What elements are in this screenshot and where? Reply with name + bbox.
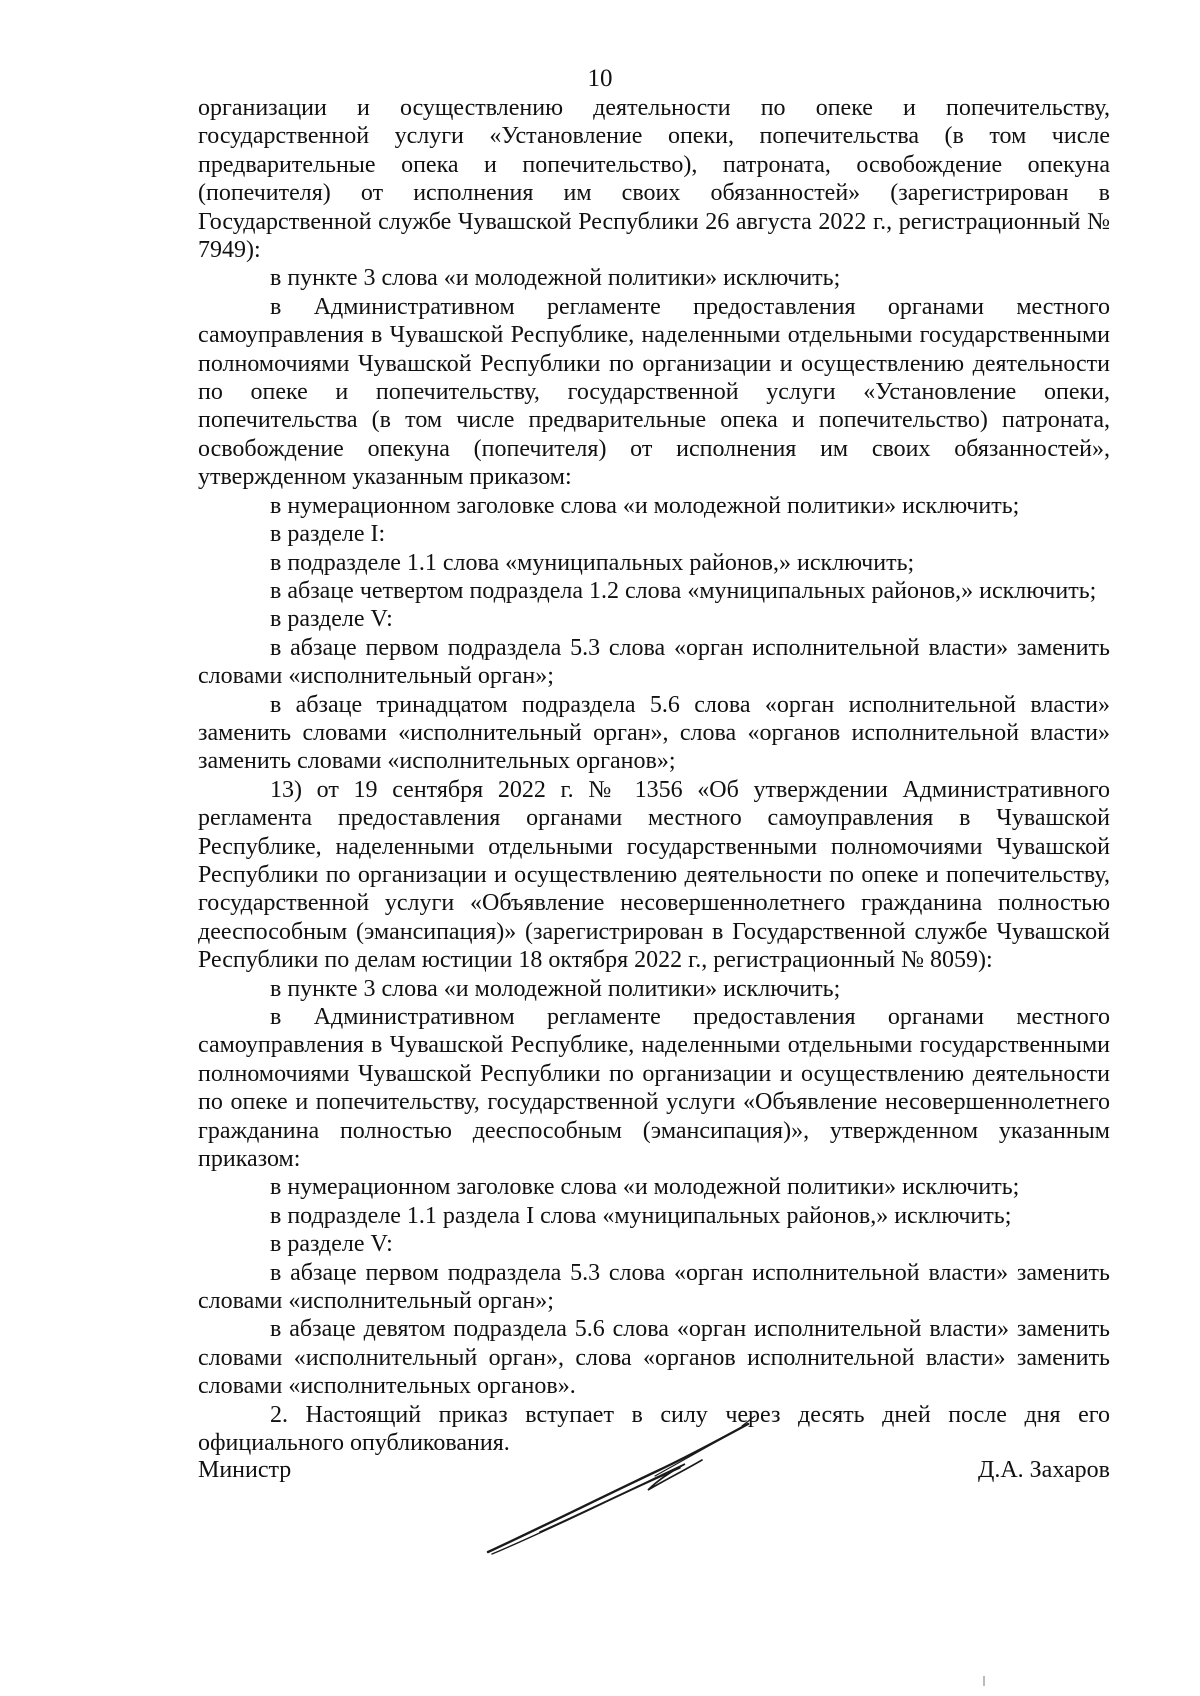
signer-name: Д.А. Захаров <box>977 1457 1110 1483</box>
paragraph: в пункте 3 слова «и молодежной политики» исключить; <box>270 975 841 1002</box>
paragraph: в абзаце тринадцатом подраздела 5.6 слова «орган исполнительной власти» заменить словами «исполнительный орган», слова «органов исполнительной власти» заменить словами «исполнительных органов»; <box>198 691 1110 775</box>
paragraph: в пункте 3 слова «и молодежной политики» исключить; <box>270 265 841 292</box>
paragraph: в нумерационном заголовке слова «и молодежной политики» исключить; <box>270 1174 1020 1201</box>
paragraph: в разделе I: <box>270 521 386 548</box>
paragraph: в разделе V: <box>270 606 393 633</box>
paragraph: 2. Настоящий приказ вступает в силу через десять дней после дня его официального опубликования. <box>198 1401 1110 1457</box>
paragraph: в подразделе 1.1 раздела I слова «муниципальных районов,» исключить; <box>270 1202 1012 1229</box>
page-number: 10 <box>587 65 613 92</box>
handwritten-signature <box>480 1410 770 1560</box>
paragraph: в разделе V: <box>270 1231 393 1258</box>
signer-title: Министр <box>198 1457 292 1483</box>
paragraph: в абзаце четвертом подраздела 1.2 слова «муниципальных районов,» исключить; <box>270 577 1097 604</box>
paragraph: в абзаце первом подраздела 5.3 слова «орган исполнительной власти» заменить словами «исполнительный орган»; <box>198 634 1110 690</box>
document-body <box>198 94 1110 1458</box>
paragraph: 13) от 19 сентября 2022 г. № 1356 «Об утверждении Административного регламента предоставления органами местного самоуправления в Чувашской Республике, наделенными отдельными государственными полномочиями Чувашской Республики по организации и осуществлению деятельности по опеке и попечительству, государственной услуги «Объявление несовершеннолетнего гражданина полностью дееспособным (эмансипация)» (зарегистрирован в Государственной службе Чувашской Республики по делам юстиции 18 октября 2022 г., регистрационный № 8059): <box>198 776 1110 974</box>
paragraph: в абзаце первом подраздела 5.3 слова «орган исполнительной власти» заменить словами «исполнительный орган»; <box>198 1259 1110 1315</box>
paragraph: в Административном регламенте предоставления органами местного самоуправления в Чувашской Республике, наделенными отдельными государственными полномочиями Чувашской Республики по организации и осуществлению деятельности по опеке и попечительству, государственной услуги «Установление опеки, попечительства (в том числе предварительные опека и попечительство) патроната, освобождение опекуна (попечителя) от исполнения им своих обязанностей», утвержденном указанным приказом: <box>198 293 1110 491</box>
paragraph: в нумерационном заголовке слова «и молодежной политики» исключить; <box>270 492 1020 519</box>
paragraph: организации и осуществлению деятельности по опеке и попечительству, государственной услуги «Установление опеки, попечительства (в том числе предварительные опека и попечительство), патроната, освобождение опекуна (попечителя) от исполнения им своих обязанностей» (зарегистрирован в Государственной службе Чувашской Республики 26 августа 2022 г., регистрационный № 7949): <box>198 95 1110 264</box>
paragraph: в абзаце девятом подраздела 5.6 слова «орган исполнительной власти» заменить словами «исполнительный орган», слова «органов исполнительной власти» заменить словами «исполнительных органов». <box>198 1316 1110 1400</box>
paragraph: в Административном регламенте предоставления органами местного самоуправления в Чувашской Республике, наделенными отдельными государственными полномочиями Чувашской Республики по организации и осуществлению деятельности по опеке и попечительству, государственной услуги «Объявление несовершеннолетнего гражданина полностью дееспособным (эмансипация)», утвержденном указанным приказом: <box>198 1004 1110 1173</box>
scan-mark <box>983 1676 985 1686</box>
paragraph: в подразделе 1.1 слова «муниципальных районов,» исключить; <box>270 549 915 576</box>
